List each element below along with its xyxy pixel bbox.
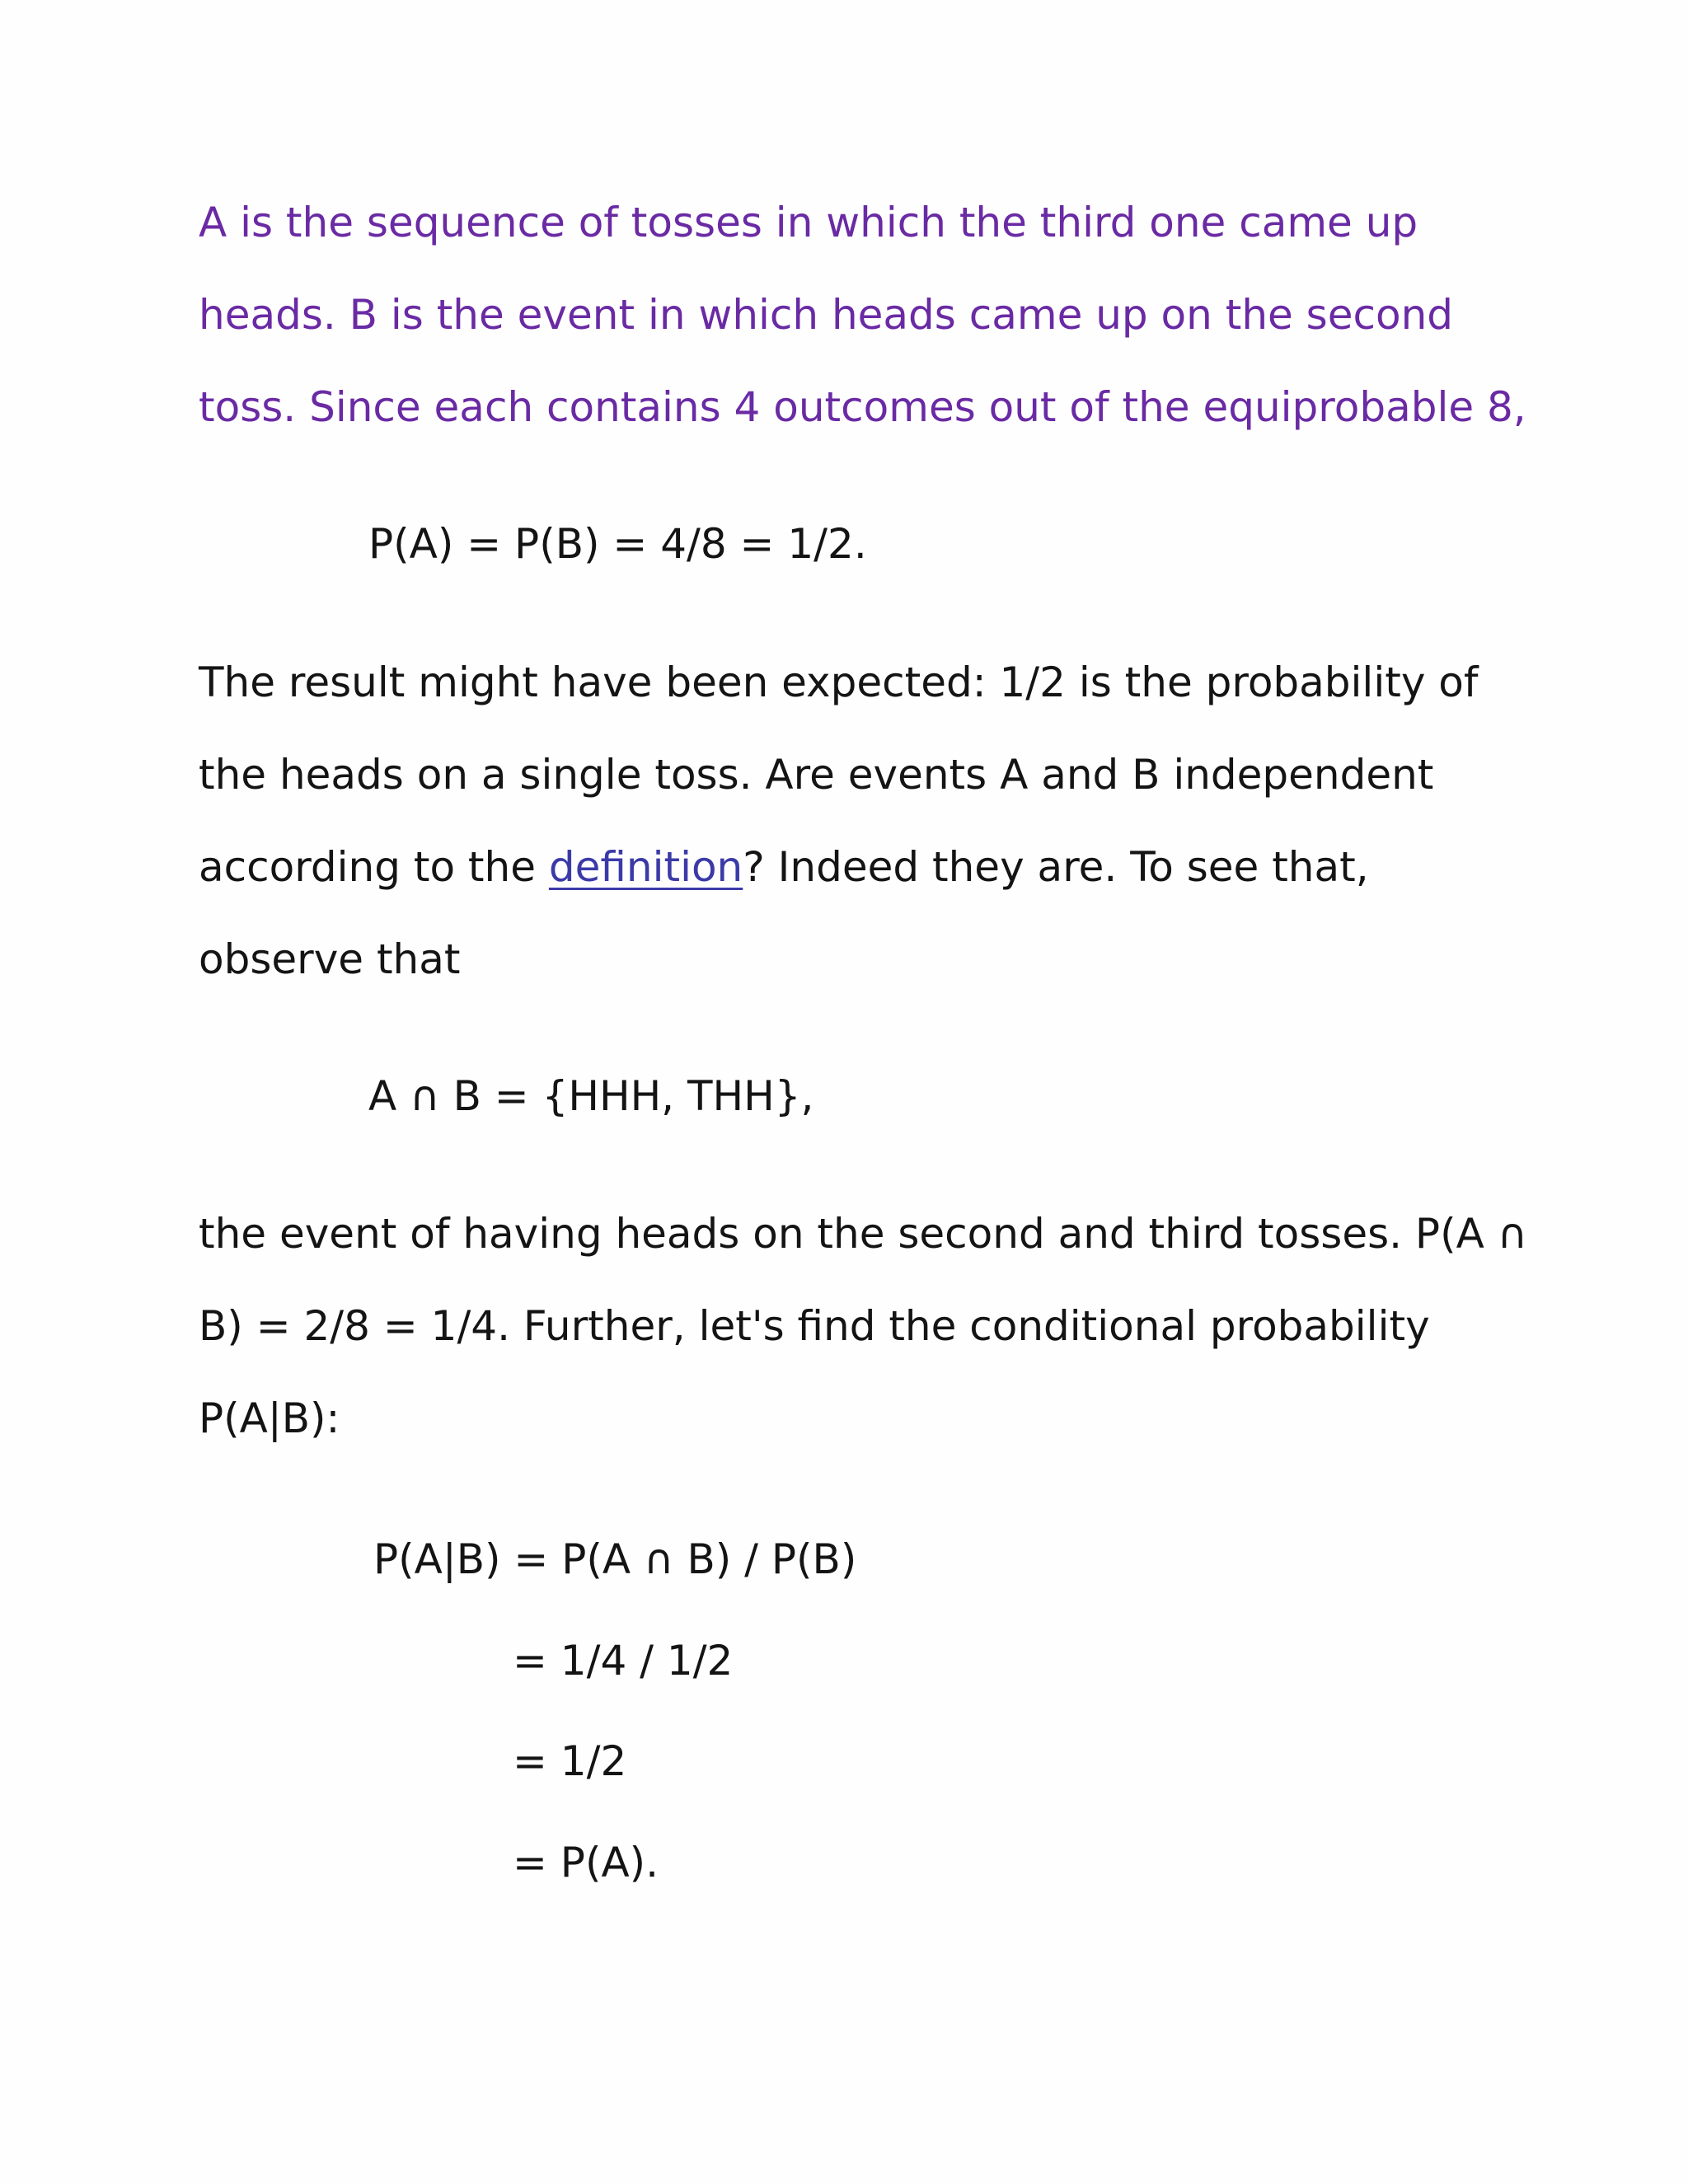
derivation-line-2: = 1/4 / 1/2: [513, 1637, 734, 1685]
definition-link[interactable]: definition: [548, 843, 743, 891]
derivation-line-4: = P(A).: [513, 1839, 659, 1886]
paragraph-2-line-2: the heads on a single toss. Are events A and B independent: [199, 751, 1434, 799]
paragraph-3-line-2: B) = 2/8 = 1/4. Further, let's find the conditional probability: [199, 1302, 1430, 1350]
paragraph-2-line-3-end: ? Indeed they are. To see that,: [743, 843, 1369, 891]
derivation-line-3: = 1/2: [513, 1737, 627, 1785]
paragraph-2-line-1: The result might have been expected: 1/2 is the probability of: [199, 658, 1479, 706]
intro-line-1: A is the sequence of tosses in which the third one came up: [199, 199, 1418, 246]
paragraph-3-line-1: the event of having heads on the second and third tosses. P(A ∩: [199, 1210, 1528, 1258]
paragraph-3-line-3: P(A|B):: [199, 1394, 340, 1442]
equation-intersection: A ∩ B = {HHH, THH},: [368, 1072, 814, 1120]
equation-pa-pb: P(A) = P(B) = 4/8 = 1/2.: [368, 520, 867, 568]
paragraph-2-line-3: [199, 842, 1369, 892]
derivation-line-1: P(A|B) = P(A ∩ B) / P(B): [373, 1535, 857, 1583]
intro-line-2: heads. B is the event in which heads came up on the second: [199, 291, 1453, 339]
paragraph-2-line-3-start: according to the: [199, 843, 549, 891]
paragraph-2-line-4: observe that: [199, 935, 461, 983]
intro-line-3: toss. Since each contains 4 outcomes out of the equiprobable 8,: [199, 383, 1526, 431]
